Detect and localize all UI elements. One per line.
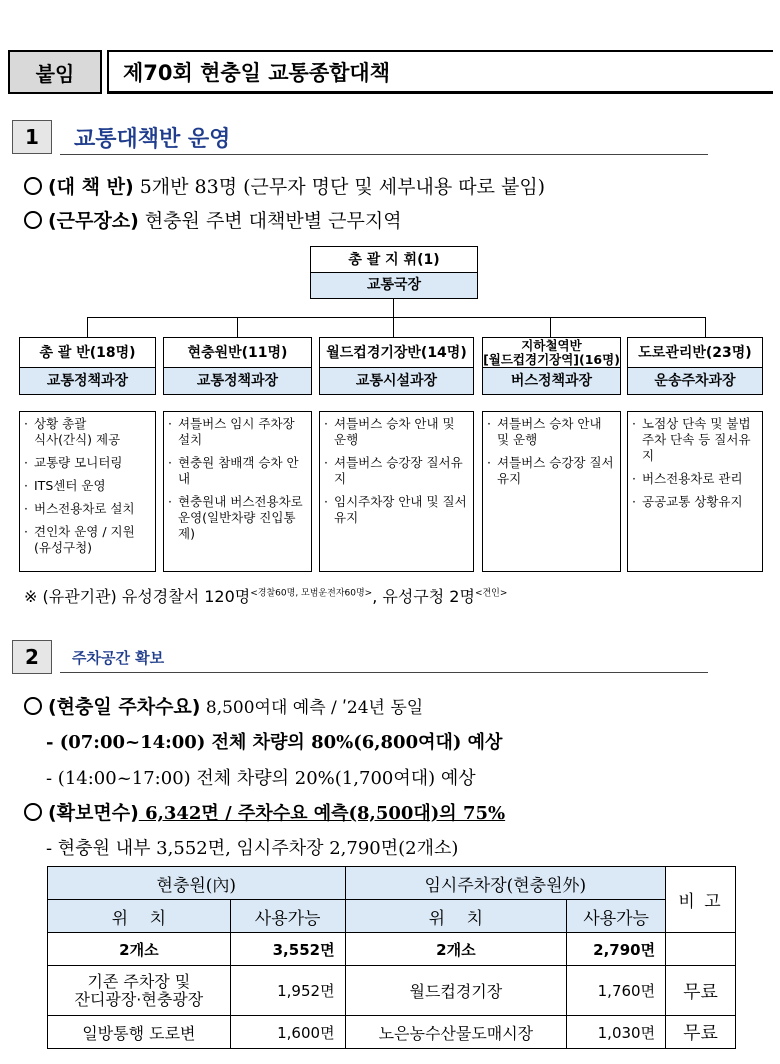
duty-list-cemetery xyxy=(163,411,312,572)
unit-cemetery xyxy=(163,337,312,395)
duty-item: · 셔틀버스 승강장 질서유지 xyxy=(487,455,614,486)
note-sup1: <경찰60명, 모범운전자60명> xyxy=(250,588,373,599)
note-mid: , 유성구청 2명 xyxy=(372,587,475,606)
duty-item: · ITS센터 운영 xyxy=(24,478,106,493)
duty-list-general xyxy=(19,411,156,572)
table-header-row xyxy=(48,900,736,933)
duty-item: · 임시주차장 안내 및 질서 유지 xyxy=(324,494,467,525)
unit-road xyxy=(627,337,763,395)
bullet-text: 5개반 83명 (근무자 명단 및 세부내용 따로 붙임) xyxy=(133,176,546,198)
duty-item: · 셔틀버스 승강장 질서유지 xyxy=(324,455,463,486)
total-loc1: 2개소 xyxy=(48,933,231,966)
bullet-secured-spaces xyxy=(24,798,505,825)
section-underline xyxy=(60,672,708,673)
unit-dept: 교통시설과장 xyxy=(320,368,473,394)
total-remark xyxy=(666,933,736,966)
circle-bullet-icon xyxy=(24,697,42,715)
section-title: 교통대책반 운영 xyxy=(74,127,231,152)
section-number: 2 xyxy=(12,640,52,674)
org-head-dept: 교통국장 xyxy=(311,273,477,298)
duty-item: · 셔틀버스 승차 안내 및 운행 xyxy=(324,416,455,447)
total-loc2: 2개소 xyxy=(345,933,567,966)
unit-general xyxy=(19,337,156,395)
bullet-work-location xyxy=(24,206,402,233)
duty-item: · 교통량 모니터링 xyxy=(24,455,123,470)
connector-line xyxy=(705,317,706,337)
row2-loc2: 노은농수산물도매시장 xyxy=(345,1016,567,1049)
org-head-title: 총 괄 지 휘(1) xyxy=(311,247,477,273)
unit-title: 월드컵경기장반(14명) xyxy=(320,338,473,368)
bullet-text: 8,500여대 예측 / ʹ24년 동일 xyxy=(200,698,424,718)
org-head-box xyxy=(310,246,478,299)
sub-item-morning: - (07:00~14:00) 전체 차량의 80%(6,800여대) 예상 xyxy=(46,732,503,753)
total-avail1: 3,552면 xyxy=(230,933,345,966)
duty-item: · 노점상 단속 및 불법 주차 단속 등 질서유지 xyxy=(632,416,751,463)
col-available: 사용가능 xyxy=(230,900,345,933)
unit-title-line1: 지하철역반 xyxy=(521,338,582,353)
connector-line xyxy=(237,317,238,337)
sub-item-afternoon: - (14:00~17:00) 전체 차량의 20%(1,700여대) 예상 xyxy=(46,768,476,789)
section-title: 주차공간 확보 xyxy=(72,649,165,667)
unit-title: 현충원반(11명) xyxy=(164,338,311,368)
row1-loc2: 월드컵경기장 xyxy=(345,966,567,1016)
bullet-task-force xyxy=(24,172,545,199)
header-temp-parking: 임시주차장(현충원外) xyxy=(345,867,666,900)
duty-item: · 셔틀버스 임시 주차장 설치 xyxy=(168,416,295,447)
table-header-row xyxy=(48,867,736,900)
row2-avail2: 1,030면 xyxy=(567,1016,666,1049)
unit-dept: 운송주차과장 xyxy=(628,368,762,394)
duty-item: · 버스전용차로 설치 xyxy=(24,501,135,516)
duty-item: (유성구청) xyxy=(34,540,93,555)
related-agencies-note xyxy=(24,584,507,607)
unit-dept: 교통정책과장 xyxy=(164,368,311,394)
connector-line xyxy=(87,317,88,337)
unit-title: 도로관리반(23명) xyxy=(628,338,762,368)
circle-bullet-icon xyxy=(24,803,42,821)
note-prefix: ※ (유관기관) 유성경찰서 120명 xyxy=(24,587,251,606)
unit-subway xyxy=(482,337,621,395)
row1-remark: 무료 xyxy=(666,966,736,1016)
bullet-parking-demand xyxy=(24,692,423,719)
duty-item: · 현충원내 버스전용차로 운영(일반차량 진입통제) xyxy=(168,494,303,541)
duty-list-road xyxy=(627,411,763,572)
col-location: 위 치 xyxy=(345,900,567,933)
row2-avail1: 1,600면 xyxy=(230,1016,345,1049)
bullet-label: (현충일 주차수요) xyxy=(48,696,201,718)
row1-loc1: 기존 주차장 및 잔디광장·현충광장 xyxy=(48,966,231,1016)
circle-bullet-icon xyxy=(24,177,42,195)
bullet-label: (대 책 반) xyxy=(48,176,134,198)
section-number: 1 xyxy=(12,120,52,154)
unit-stadium xyxy=(319,337,474,395)
sub-item-breakdown: - 현충원 내부 3,552면, 임시주차장 2,790면(2개소) xyxy=(46,838,459,859)
row2-loc1: 일방통행 도로변 xyxy=(48,1016,231,1049)
header-cemetery-inside: 현충원(內) xyxy=(48,867,346,900)
bullet-text: 현충원 주변 대책반별 근무지역 xyxy=(138,210,402,232)
connector-line xyxy=(87,317,705,318)
unit-title xyxy=(483,338,620,368)
duty-item: · 셔틀버스 승차 안내 및 운행 xyxy=(487,416,602,447)
attachment-tag: 붙임 xyxy=(8,50,102,94)
table-row xyxy=(48,1016,736,1049)
row1-avail1: 1,952면 xyxy=(230,966,345,1016)
connector-line xyxy=(550,317,551,337)
duty-item: · 버스전용차로 관리 xyxy=(632,471,743,486)
row1-avail2: 1,760면 xyxy=(567,966,666,1016)
unit-title: 총 괄 반(18명) xyxy=(20,338,155,368)
total-avail2: 2,790면 xyxy=(567,933,666,966)
table-row xyxy=(48,966,736,1016)
duty-item: · 공공교통 상황유지 xyxy=(632,494,743,509)
duty-list-subway xyxy=(482,411,621,572)
header-remark: 비 고 xyxy=(666,867,736,933)
table-row-total xyxy=(48,933,736,966)
col-location: 위 치 xyxy=(48,900,231,933)
duty-item: · 견인차 운영 / 지원 xyxy=(24,524,135,539)
duty-item: · 현충원 참배객 승차 안내 xyxy=(168,455,299,486)
duty-item: · 상황 총괄 xyxy=(24,416,87,431)
unit-dept: 버스정책과장 xyxy=(483,368,620,394)
parking-table xyxy=(47,866,736,1049)
bullet-label: (근무장소) xyxy=(48,210,139,232)
bullet-label: (확보면수) xyxy=(48,802,139,824)
connector-line xyxy=(393,299,394,317)
duty-list-stadium xyxy=(319,411,474,572)
unit-title-line2: [월드컵경기장역](16명) xyxy=(483,352,620,367)
duty-item: 식사(간식) 제공 xyxy=(34,432,121,447)
unit-dept: 교통정책과장 xyxy=(20,368,155,394)
circle-bullet-icon xyxy=(24,211,42,229)
section-underline xyxy=(60,154,708,155)
col-available: 사용가능 xyxy=(567,900,666,933)
row2-remark: 무료 xyxy=(666,1016,736,1049)
page-title: 제70회 현충일 교통종합대책 xyxy=(107,50,773,94)
note-sup2: <견인> xyxy=(474,588,508,599)
connector-line xyxy=(393,317,394,337)
bullet-text: 6,342면 / 주차수요 예측(8,500대)의 75% xyxy=(138,803,506,824)
